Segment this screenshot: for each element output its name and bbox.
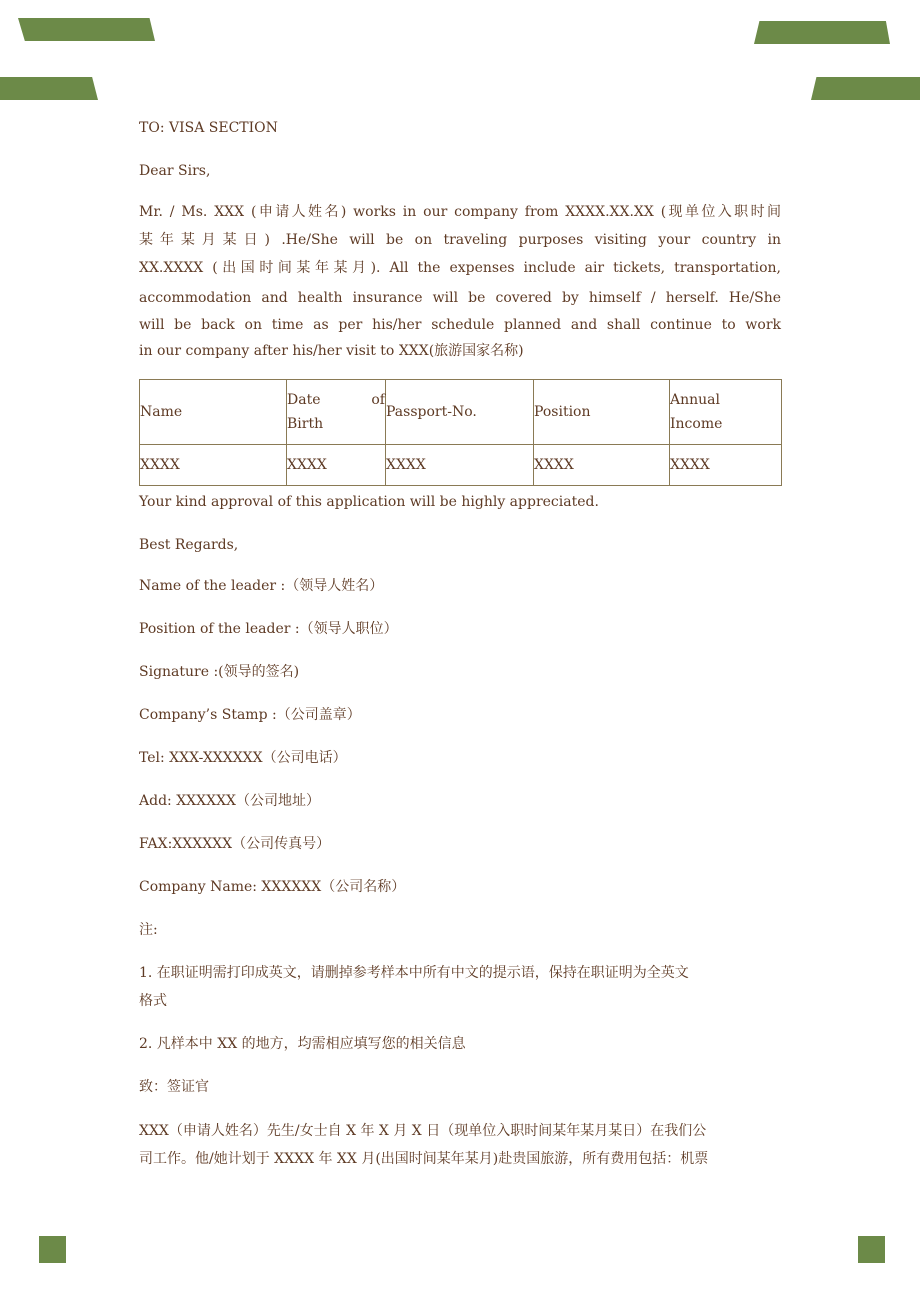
header-cell-position: Position [534,380,670,445]
chinese-to-line: 致：签证官 [139,1079,209,1095]
body-line: 某年某月某日) .He/She will be on traveling purposes visiting your country in [139,232,781,248]
footer-square [39,1236,66,1263]
approval-line: Your kind approval of this application will be highly appreciated. [139,494,599,510]
closing-regards: Best Regards, [139,537,239,553]
chinese-body-line: XXX（申请人姓名）先生/女士自 X 年 X 月 X 日（现单位入职时间某年某月某日）在我们公 [139,1123,707,1139]
applicant-info-table [139,379,782,486]
leader-position-line: Position of the leader :（领导人职位） [139,621,398,637]
corner-decoration [811,77,920,100]
body-line: will be back on time as per his/her schedule planned and shall continue to work [139,317,781,333]
table-cell: XXXX [140,445,287,486]
table-cell: XXXX [670,445,782,486]
table-cell: XXXX [287,445,386,486]
table-cell: XXXX [534,445,670,486]
header-cell-name: Name [140,380,287,445]
chinese-body-line: 司工作。他/她计划于 XXXX 年 XX 月(出国时间某年某月)赴贵国旅游，所有费用包括：机票 [139,1151,709,1167]
body-line: XX.XXXX (出国时间某年某月). All the expenses include air tickets, transportation, [139,260,781,276]
table-cell: XXXX [386,445,534,486]
body-line: accommodation and health insurance will be covered by himself / herself. He/She [139,290,781,306]
note-1-line: 1. 在职证明需打印成英文，请删掉参考样本中所有中文的提示语，保持在职证明为全英文 [139,965,689,981]
address-line: Add: XXXXXX（公司地址） [139,793,321,809]
body-line: Mr. / Ms. XXX (申请人姓名) works in our company from XXXX.XX.XX (现单位入职时间 [139,204,781,220]
leader-name-line: Name of the leader :（领导人姓名） [139,578,384,594]
table-header-row [140,380,782,445]
fax-line: FAX:XXXXXX（公司传真号） [139,836,331,852]
note-2: 2. 凡样本中 XX 的地方，均需相应填写您的相关信息 [139,1036,466,1052]
header-cell-passport: Passport-No. [386,380,534,445]
body-line: in our company after his/her visit to XXX(旅游国家名称) [139,343,524,359]
salutation: Dear Sirs, [139,163,211,179]
to-line: TO: VISA SECTION [139,120,278,136]
tel-line: Tel: XXX-XXXXXX（公司电话） [139,750,347,766]
header-cell-income: Annual Income [670,380,782,445]
note-label: 注: [139,922,158,938]
stamp-line: Company’s Stamp :（公司盖章） [139,707,361,723]
note-1-line: 格式 [139,993,167,1009]
corner-decoration [0,77,98,100]
company-name-line: Company Name: XXXXXX（公司名称） [139,879,406,895]
signature-line: Signature :(领导的签名) [139,664,300,680]
header-cell-dob: Date of Birth [287,380,386,445]
table-row [140,445,782,486]
corner-decoration [18,18,155,41]
footer-square [858,1236,885,1263]
corner-decoration [754,21,890,44]
